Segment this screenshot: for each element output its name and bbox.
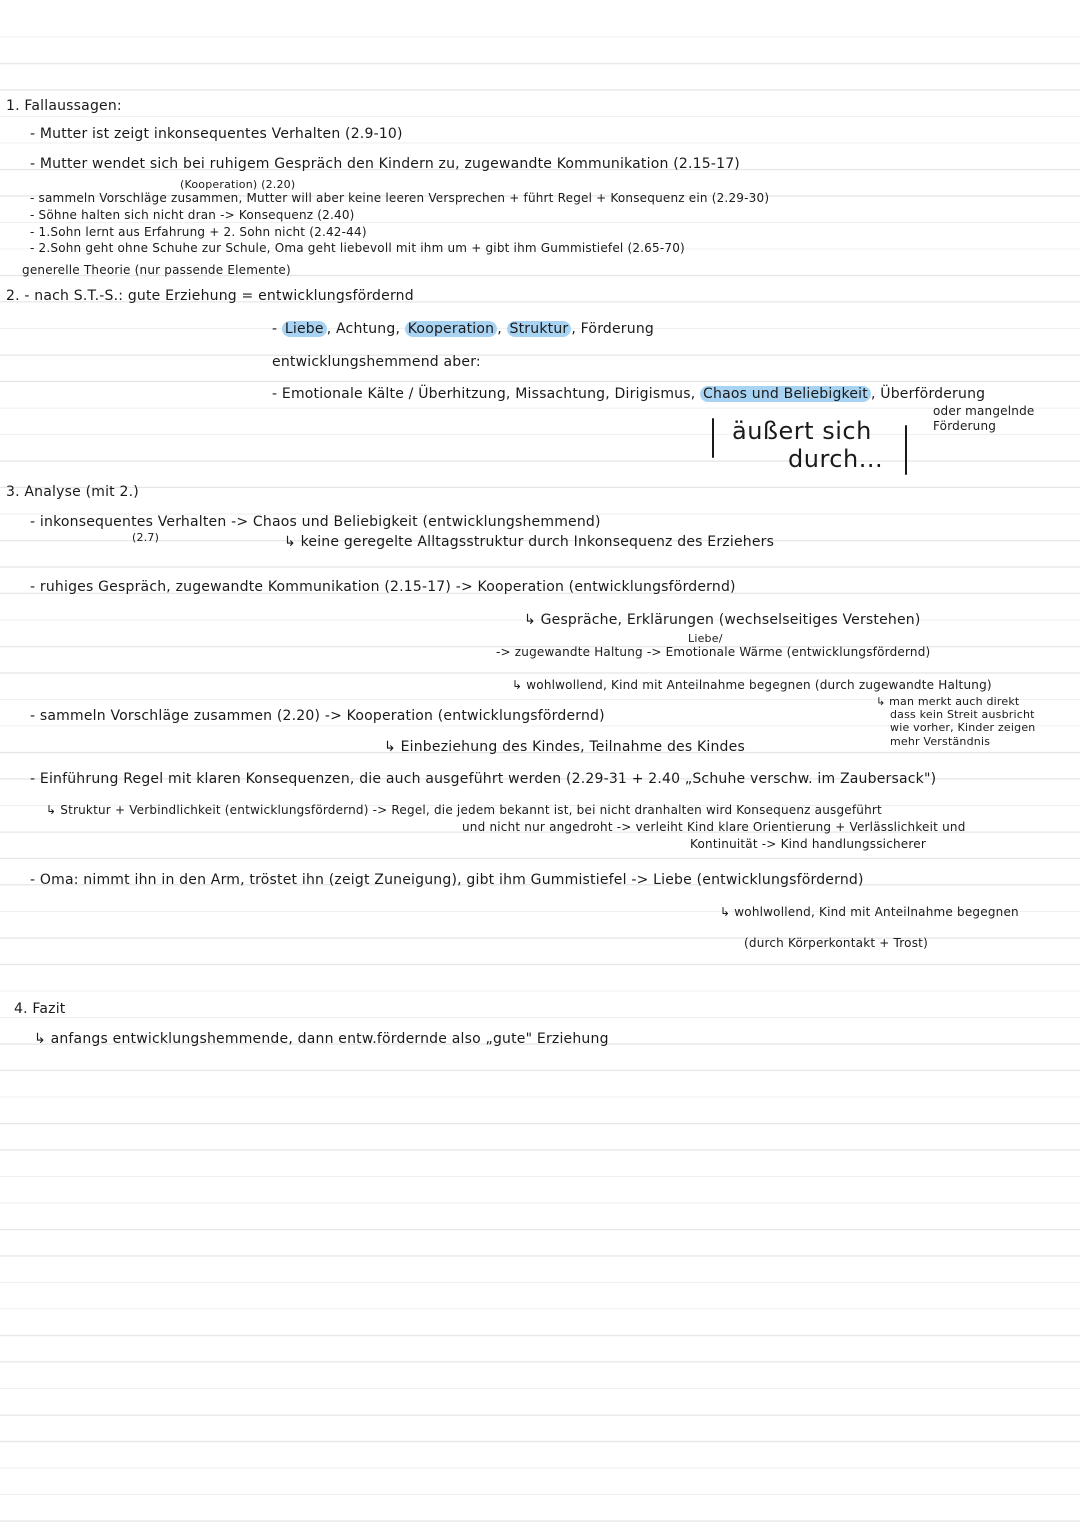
analysis-sub: ↳ wohlwollend, Kind mit Anteilnahme begegnen (720, 905, 1019, 919)
negative-heading: entwicklungshemmend aber: (272, 354, 481, 370)
case-statement: - Mutter ist zeigt inkonsequentes Verhalten (2.9-10) (30, 126, 403, 142)
side-note: ↳ man merkt auch direkt (876, 695, 1020, 708)
case-statement: - 2.Sohn geht ohne Schuhe zur Schule, Oma geht liebevoll mit ihm um + gibt ihm Gummistiefel (2.65-70) (30, 241, 685, 255)
bracket-right (905, 425, 907, 475)
highlight-struktur: Struktur (507, 321, 572, 337)
side-note: wie vorher, Kinder zeigen (890, 721, 1036, 734)
negative-extra: oder mangelnde (933, 404, 1035, 418)
section-4-heading: 4. Fazit (14, 1001, 66, 1017)
theory-note: generelle Theorie (nur passende Elemente) (22, 263, 291, 277)
analysis-line: - ruhiges Gespräch, zugewandte Kommunikation (2.15-17) -> Kooperation (entwicklungsfördernd) (30, 579, 736, 595)
analysis-sub: Kontinuität -> Kind handlungssicherer (690, 837, 926, 851)
highlight-kooperation: Kooperation (405, 321, 497, 337)
section-3-heading: 3. Analyse (mit 2.) (6, 484, 139, 500)
analysis-ref: (2.7) (132, 531, 160, 544)
positive-factors (272, 320, 654, 338)
analysis-sub: ↳ Gespräche, Erklärungen (wechselseitiges Verstehen) (524, 612, 921, 628)
analysis-sub: ↳ wohlwollend, Kind mit Anteilnahme begegnen (durch zugewandte Haltung) (512, 678, 992, 692)
bracket-left (712, 418, 714, 458)
highlight-liebe: Liebe (282, 321, 327, 337)
analysis-line: - Einführung Regel mit klaren Konsequenzen, die auch ausgeführt werden (2.29-31 + 2.40 „Schuhe verschw. im Zaubersack") (30, 771, 937, 787)
case-statement: - 1.Sohn lernt aus Erfahrung + 2. Sohn nicht (2.42-44) (30, 225, 367, 239)
analysis-sub: ↳ keine geregelte Alltagsstruktur durch Inkonsequenz des Erziehers (284, 534, 775, 550)
negative-text: - Emotionale Kälte / Überhitzung, Missachtung, Dirigismus, (272, 386, 701, 402)
side-note: dass kein Streit ausbricht (890, 708, 1035, 721)
side-note: mehr Verständnis (890, 735, 991, 748)
conclusion-line: ↳ anfangs entwicklungshemmende, dann entw.fördernde also „gute" Erziehung (34, 1031, 609, 1047)
negative-extra: Förderung (933, 419, 997, 433)
analysis-sub: ↳ Einbeziehung des Kindes, Teilnahme des Kindes (384, 739, 745, 755)
section-1-heading: 1. Fallaussagen: (6, 98, 122, 114)
dash: - (272, 321, 282, 337)
handwritten-note: äußert sich (732, 417, 872, 445)
analysis-line: - sammeln Vorschläge zusammen (2.20) -> Kooperation (entwicklungsfördernd) (30, 708, 605, 724)
case-statement: - sammeln Vorschläge zusammen, Mutter will aber keine leeren Versprechen + führt Regel + Konsequenz ein (2.29-30) (30, 191, 770, 205)
analysis-sub: ↳ Struktur + Verbindlichkeit (entwicklungsfördernd) -> Regel, die jedem bekannt ist, bei nicht dranhalten wird Konsequenz ausgeführt (46, 803, 882, 817)
negative-text: , Überförderung (870, 386, 986, 402)
highlight-chaos: Chaos und Beliebigkeit (700, 386, 871, 402)
analysis-sub: -> zugewandte Haltung -> Emotionale Wärme (entwicklungsfördernd) (496, 645, 931, 659)
analysis-line: - Oma: nimmt ihn in den Arm, tröstet ihn (zeigt Zuneigung), gibt ihm Gummistiefel -> Liebe (entwicklungsfördernd) (30, 872, 864, 888)
case-note: (Kooperation) (2.20) (180, 178, 296, 191)
case-statement: - Mutter wendet sich bei ruhigem Gespräch den Kindern zu, zugewandte Kommunikation (2.15-17) (30, 156, 740, 172)
section-2-heading: 2. - nach S.T.-S.: gute Erziehung = entwicklungsfördernd (6, 288, 414, 304)
analysis-line: - inkonsequentes Verhalten -> Chaos und Beliebigkeit (entwicklungshemmend) (30, 514, 601, 530)
separator: , (497, 321, 507, 337)
analysis-sub: (durch Körperkontakt + Trost) (744, 936, 928, 950)
handwritten-note: durch... (788, 445, 884, 473)
case-statement: - Söhne halten sich nicht dran -> Konsequenz (2.40) (30, 208, 355, 222)
negative-factors (272, 385, 985, 403)
separator: , Achtung, (326, 321, 405, 337)
analysis-note: Liebe/ (688, 632, 723, 645)
analysis-sub: und nicht nur angedroht -> verleiht Kind klare Orientierung + Verlässlichkeit und (462, 820, 966, 834)
separator: , Förderung (571, 321, 654, 337)
